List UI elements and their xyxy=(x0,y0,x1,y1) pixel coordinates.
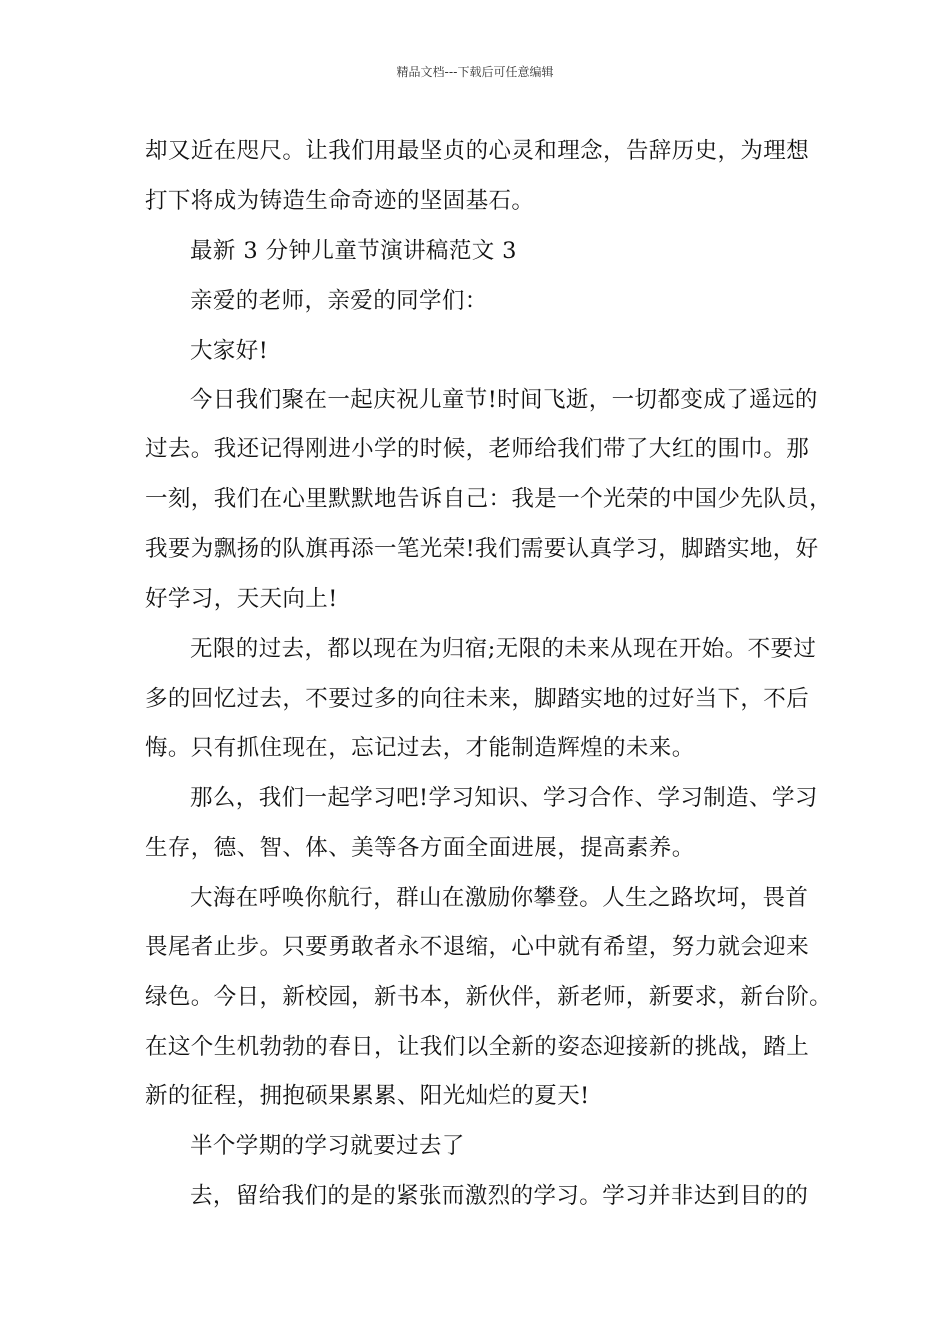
text-line: 生存，德、智、体、美等各方面全面进展，提高素养。 xyxy=(145,835,695,861)
text-line: 绿色。今日，新校园，新书本，新伙伴，新老师，新要求，新台阶。 xyxy=(145,984,833,1010)
text-line: 打下将成为铸造生命奇迹的坚固基石。 xyxy=(145,188,535,214)
section-title: 最新 3 分钟儿童节演讲稿范文 3 xyxy=(190,238,517,264)
text-line: 新的征程，拥抱硕果累累、阳光灿烂的夏天! xyxy=(145,1083,590,1109)
text-line: 今日我们聚在一起庆祝儿童节!时间飞逝，一切都变成了遥远的 xyxy=(190,387,818,413)
text-line: 在这个生机勃勃的春日，让我们以全新的姿态迎接新的挑战，踏上 xyxy=(145,1034,810,1060)
text-line: 好学习，天天向上! xyxy=(145,586,338,612)
salutation: 亲爱的老师，亲爱的同学们： xyxy=(190,288,488,314)
text-line: 那么，我们一起学习吧!学习知识、学习合作、学习制造、学习 xyxy=(190,785,818,811)
text-line: 一刻，我们在心里默默地告诉自己：我是一个光荣的中国少先队员， xyxy=(145,486,833,512)
text-line: 悔。只有抓住现在，忘记过去，才能制造辉煌的未来。 xyxy=(145,735,695,761)
text-line: 去，留给我们的是的紧张而激烈的学习。学习并非达到目的的 xyxy=(190,1183,809,1209)
text-line: 过去。我还记得刚进小学的时候，老师给我们带了大红的围巾。那 xyxy=(145,436,810,462)
text-line: 我要为飘扬的队旗再添一笔光荣!我们需要认真学习，脚踏实地，好 xyxy=(145,536,819,562)
text-line: 无限的过去，都以现在为归宿;无限的未来从现在开始。不要过 xyxy=(190,636,817,662)
text-line: 却又近在咫尺。让我们用最坚贞的心灵和理念，告辞历史，为理想 xyxy=(145,138,810,164)
text-line: 多的回忆过去，不要过多的向往未来，脚踏实地的过好当下，不后 xyxy=(145,686,810,712)
text-line: 畏尾者止步。只要勇敢者永不退缩，心中就有希望，努力就会迎来 xyxy=(145,934,810,960)
text-line: 大海在呼唤你航行，群山在激励你攀登。人生之路坎坷，畏首 xyxy=(190,885,809,911)
page-header: 精品文档---下载后可任意编辑 xyxy=(396,65,554,79)
text-line: 半个学期的学习就要过去了 xyxy=(190,1133,465,1159)
greeting: 大家好! xyxy=(190,338,269,364)
